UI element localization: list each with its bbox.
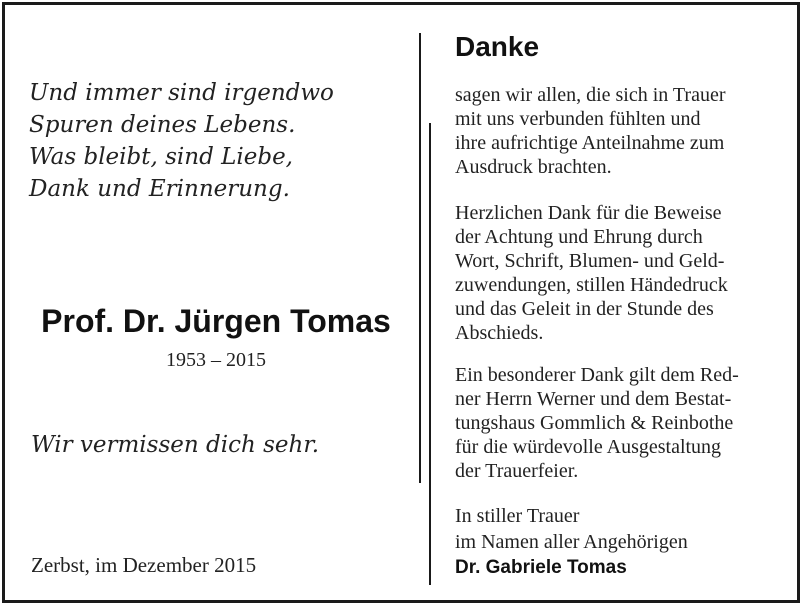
text-line: sagen wir allen, die sich in Trauer <box>455 84 726 106</box>
text-line: der Achtung und Ehrung durch <box>455 226 703 248</box>
text-line: ihre aufrichtige Anteilnahme zum <box>455 132 725 154</box>
text-line: tungshaus Gommlich & Reinbothe <box>455 412 734 434</box>
vertical-divider-secondary <box>429 123 431 585</box>
text-line: und das Geleit in der Stunde des <box>455 298 714 320</box>
text-line: Herzlichen Dank für die Beweise <box>455 202 722 224</box>
thanks-paragraph-3 <box>455 363 782 483</box>
poem <box>29 77 334 205</box>
text-line: der Trauerfeier. <box>455 460 579 482</box>
thanks-paragraph-1 <box>455 83 782 179</box>
poem-line: Dank und Erinnerung. <box>29 176 290 202</box>
obituary-card <box>2 2 800 603</box>
place-date: Zerbst, im Dezember 2015 <box>31 553 257 577</box>
thanks-title: Danke <box>455 31 540 62</box>
text-line: ner Herrn Werner und dem Bestat- <box>455 388 732 410</box>
signature-block <box>455 503 688 581</box>
deceased-name: Prof. Dr. Jürgen Tomas <box>41 303 391 339</box>
poem-line: Was bleibt, sind Liebe, <box>29 144 293 170</box>
signature-line: im Namen aller Angehörigen <box>455 531 688 553</box>
poem-line: Spuren deines Lebens. <box>29 112 296 138</box>
text-line: für die würdevolle Ausgestaltung <box>455 436 722 458</box>
poem-line: Und immer sind irgendwo <box>29 80 334 106</box>
text-line: zuwendungen, stillen Händedruck <box>455 274 728 296</box>
text-line: Abschieds. <box>455 322 544 344</box>
text-line: Wort, Schrift, Blumen- und Geld- <box>455 250 725 272</box>
life-dates: 1953 – 2015 <box>166 349 266 371</box>
signature-line: In stiller Trauer <box>455 505 580 527</box>
miss-line: Wir vermissen dich sehr. <box>31 432 320 458</box>
text-line: Ausdruck brachten. <box>455 156 612 178</box>
signature-name: Dr. Gabriele Tomas <box>455 557 627 578</box>
vertical-divider <box>419 33 421 483</box>
thanks-paragraph-2 <box>455 201 782 345</box>
text-line: Ein besonderer Dank gilt dem Red- <box>455 364 739 386</box>
text-line: mit uns verbunden fühlten und <box>455 108 701 130</box>
